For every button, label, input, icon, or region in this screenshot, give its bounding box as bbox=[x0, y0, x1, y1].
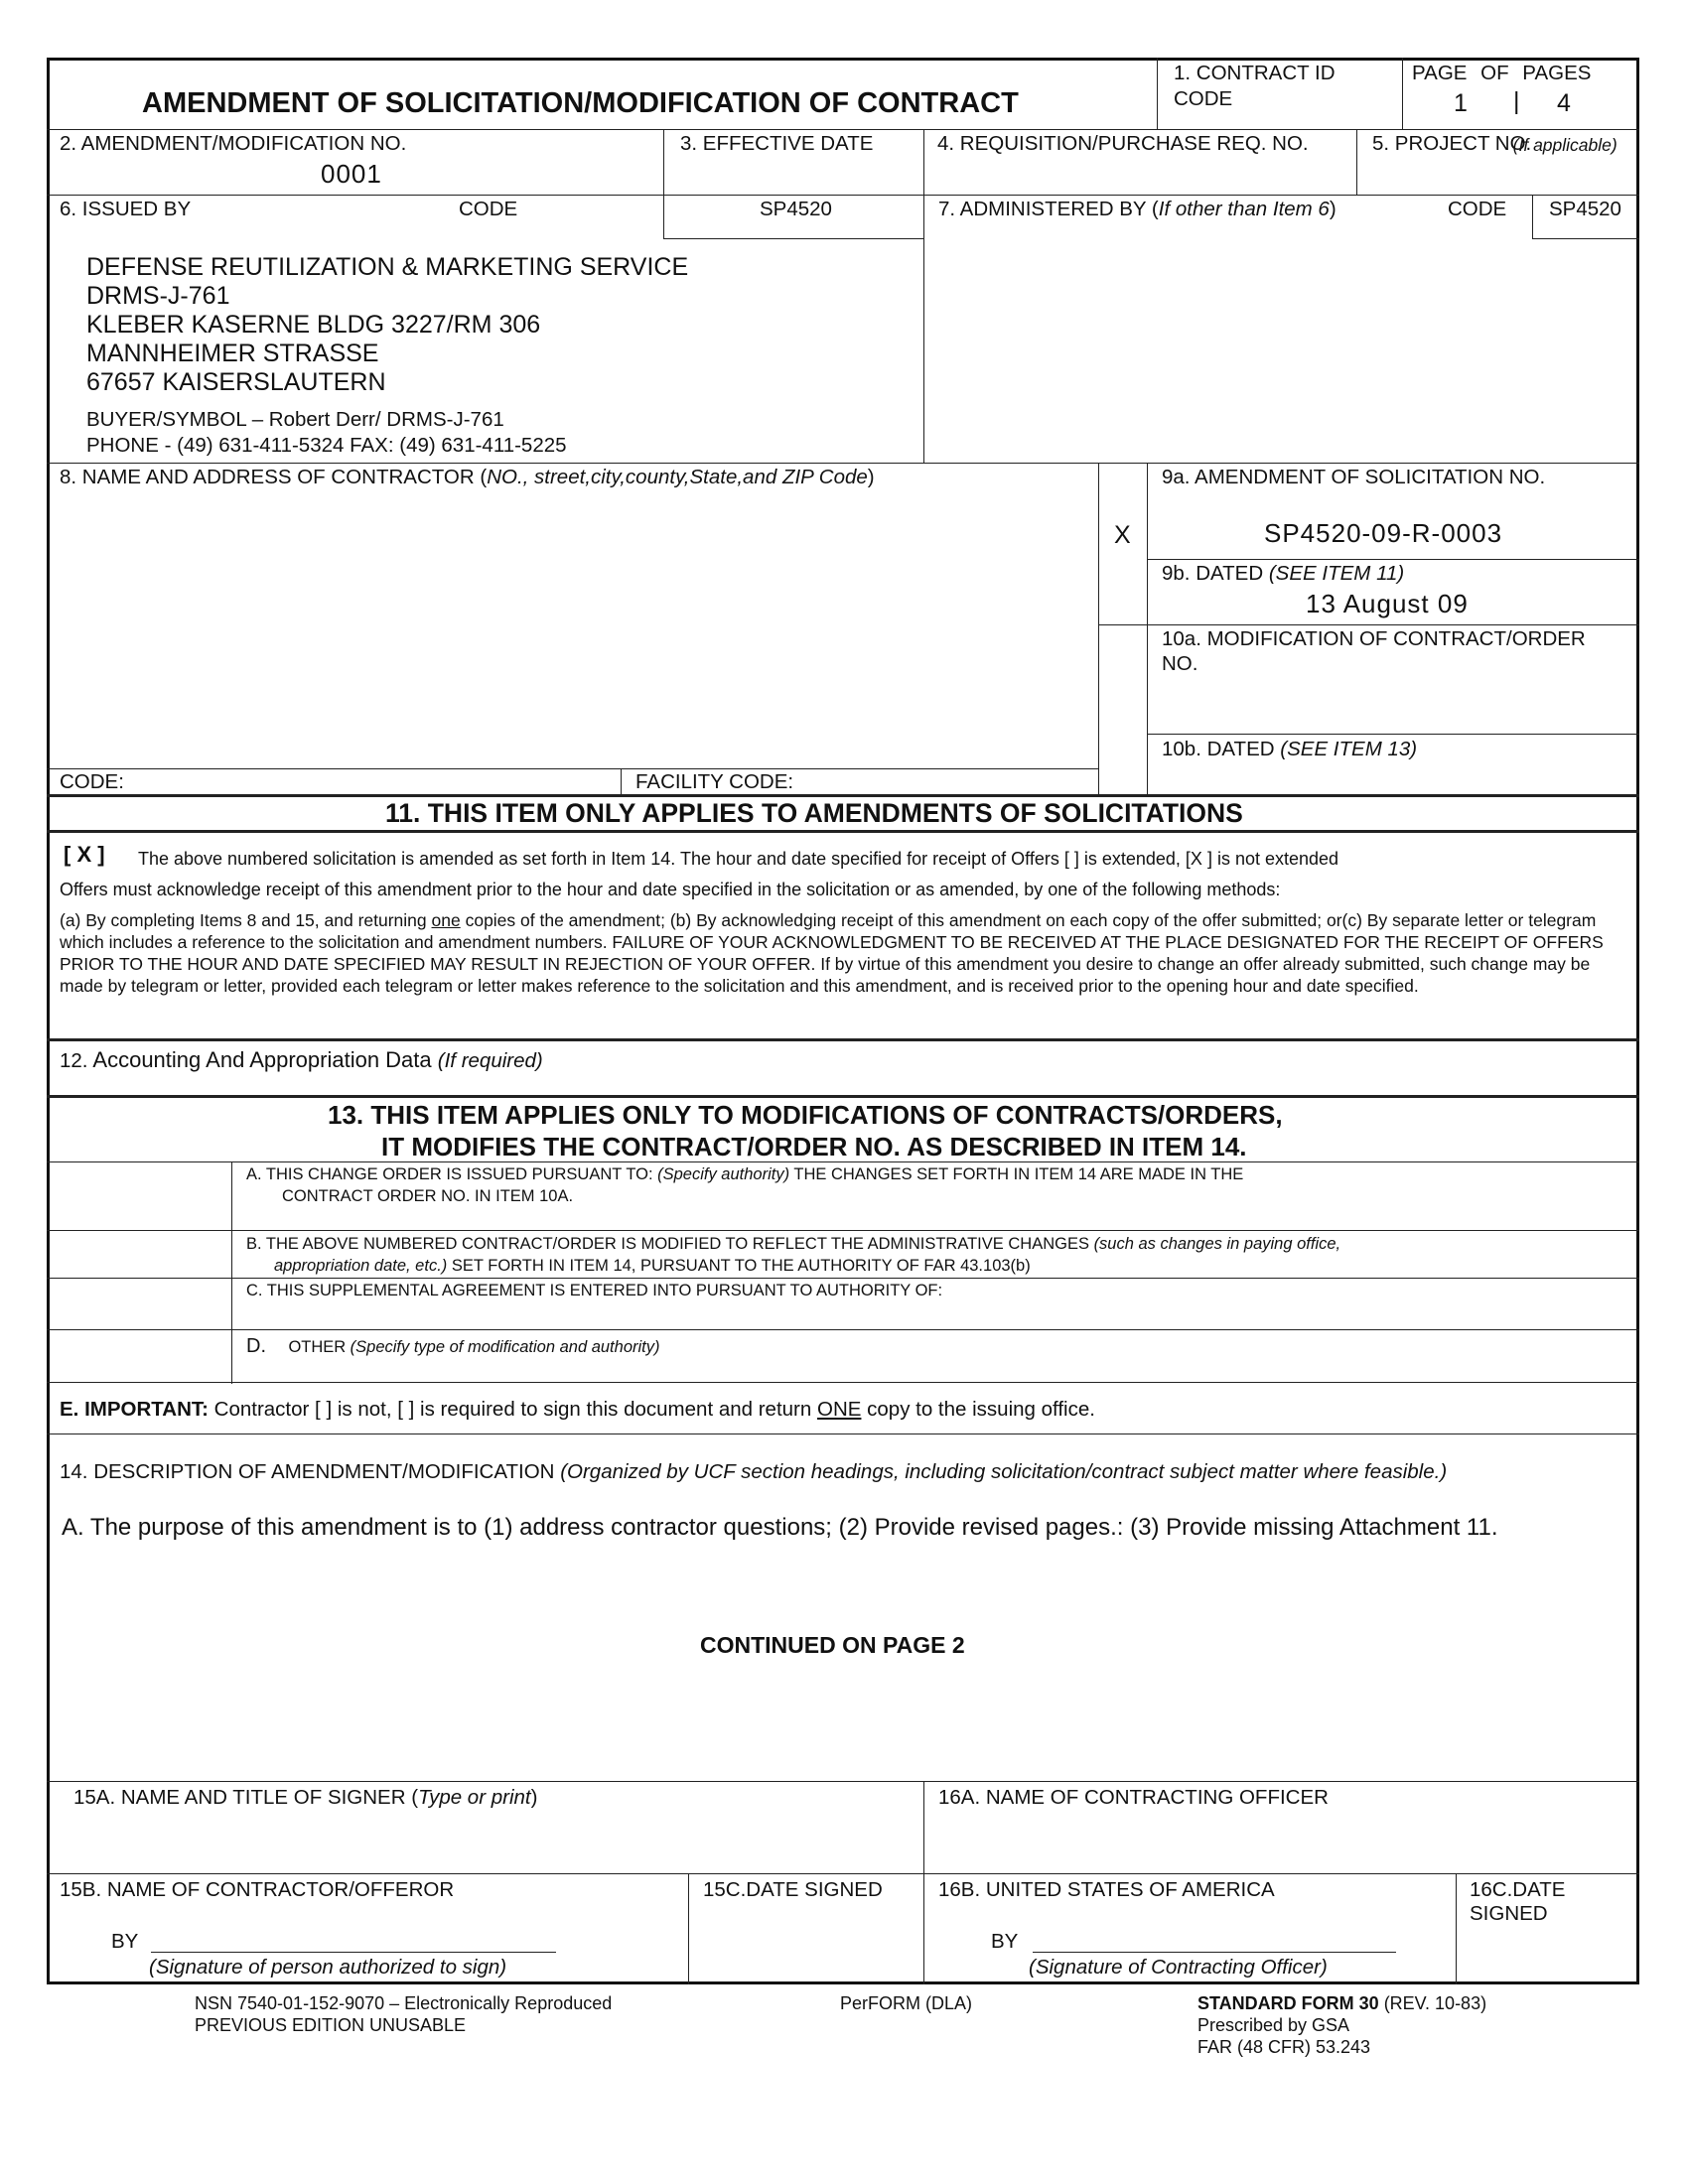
solicitation-dated-italic: (SEE ITEM 11) bbox=[1268, 562, 1405, 585]
modification-no-label: 10a. MODIFICATION OF CONTRACT/ORDER bbox=[1162, 627, 1586, 650]
item13-a-end: THE CHANGES SET FORTH IN ITEM 14 ARE MADE IN THE bbox=[793, 1165, 1244, 1183]
buyer-symbol: BUYER/SYMBOL – Robert Derr/ DRMS-J-761 bbox=[86, 408, 504, 431]
signer-name-label bbox=[73, 1786, 537, 1810]
rule bbox=[47, 830, 1639, 833]
administered-by-end: ) bbox=[1329, 198, 1336, 220]
modification-dated-label bbox=[1162, 738, 1417, 761]
amendment-no-label: 2. AMENDMENT/MODIFICATION NO. bbox=[60, 132, 407, 155]
important-text-end: copy to the issuing office. bbox=[867, 1398, 1095, 1421]
rule bbox=[1147, 463, 1148, 794]
rule bbox=[47, 463, 1639, 464]
officer-by-label: BY bbox=[991, 1930, 1019, 1953]
page-separator: | bbox=[1513, 87, 1520, 115]
continued-note: CONTINUED ON PAGE 2 bbox=[700, 1632, 965, 1658]
rule bbox=[663, 129, 664, 238]
item13-a-line2: CONTRACT ORDER NO. IN ITEM 10A. bbox=[282, 1187, 574, 1205]
rule bbox=[47, 195, 1639, 196]
officer-signature-line[interactable] bbox=[1033, 1952, 1396, 1953]
issued-code-label: CODE bbox=[459, 198, 518, 220]
page-of-pages-label: PAGE OF PAGES bbox=[1412, 62, 1592, 84]
issued-by-label: 6. ISSUED BY bbox=[60, 198, 192, 220]
modification-no-label-2: NO. bbox=[1162, 652, 1198, 675]
item13-a-line1 bbox=[246, 1165, 1243, 1184]
footer-sf-number: STANDARD FORM 30 bbox=[1197, 1993, 1379, 2013]
amendment-check-mark: X bbox=[1114, 521, 1131, 549]
description-label bbox=[60, 1460, 1447, 1484]
accounting-num: 12. bbox=[60, 1049, 88, 1072]
usa-label: 16B. UNITED STATES OF AMERICA bbox=[938, 1878, 1275, 1901]
solicitation-dated-label bbox=[1162, 562, 1404, 586]
item13-d-italic: (Specify type of modification and authority) bbox=[350, 1338, 660, 1356]
issuer-address-line: KLEBER KASERNE BLDG 3227/RM 306 bbox=[86, 311, 541, 339]
important-line bbox=[60, 1398, 1095, 1422]
contract-id-code-label: CODE bbox=[1174, 87, 1233, 110]
solicitation-no-value: SP4520-09-R-0003 bbox=[1264, 518, 1503, 548]
solicitation-dated-text: 9b. DATED bbox=[1162, 562, 1264, 585]
item13-a-italic: (Specify authority) bbox=[657, 1165, 790, 1183]
rule bbox=[47, 768, 1099, 769]
footer-nsn: NSN 7540-01-152-9070 – Electronically Reproduced bbox=[195, 1993, 613, 2013]
issuer-address-line: DEFENSE REUTILIZATION & MARKETING SERVICE bbox=[86, 253, 689, 281]
administered-by-text: 7. ADMINISTERED BY ( bbox=[938, 198, 1159, 220]
rule bbox=[621, 768, 622, 794]
footer-standard-form bbox=[1197, 1993, 1486, 2014]
rule bbox=[1456, 1873, 1457, 1984]
footer-gsa: Prescribed by GSA bbox=[1197, 2015, 1350, 2035]
signer-name-end: ) bbox=[530, 1786, 538, 1809]
item11-heading: 11. THIS ITEM ONLY APPLIES TO AMENDMENTS OF SOLICITATIONS bbox=[385, 798, 1243, 828]
item13-b-text: B. THE ABOVE NUMBERED CONTRACT/ORDER IS MODIFIED TO REFLECT THE ADMINISTRATIVE CHANGES bbox=[246, 1235, 1089, 1253]
footer-perform: PerFORM (DLA) bbox=[840, 1993, 973, 2013]
contractor-by-label: BY bbox=[111, 1930, 139, 1953]
rule bbox=[47, 1382, 1639, 1383]
contractor-label bbox=[60, 466, 875, 489]
item11-paragraph bbox=[60, 909, 1632, 997]
rule bbox=[231, 1161, 232, 1384]
rule bbox=[923, 1781, 924, 1984]
item13-heading-1: 13. THIS ITEM APPLIES ONLY TO MODIFICATIONS OF CONTRACTS/ORDERS, bbox=[328, 1100, 1283, 1130]
rule bbox=[47, 794, 1639, 797]
administered-by-italic: If other than Item 6 bbox=[1158, 198, 1330, 220]
project-applicable-note: (If applicable) bbox=[1512, 135, 1618, 155]
amendment-no-value: 0001 bbox=[321, 159, 382, 189]
administered-code-label: CODE bbox=[1448, 198, 1507, 220]
facility-code-label: FACILITY CODE: bbox=[635, 770, 794, 793]
rule bbox=[47, 1095, 1639, 1098]
important-text: Contractor [ ] is not, [ ] is required to sign this document and return bbox=[213, 1398, 812, 1421]
contractor-signature-line[interactable] bbox=[151, 1952, 556, 1953]
rule bbox=[1532, 238, 1639, 239]
rule bbox=[47, 1038, 1639, 1041]
accounting-label bbox=[60, 1047, 543, 1073]
administered-code-value: SP4520 bbox=[1549, 198, 1621, 220]
description-label-italic: (Organized by UCF section headings, including solicitation/contract subject matter where feasible.) bbox=[560, 1460, 1448, 1483]
rule bbox=[47, 1781, 1639, 1782]
officer-date-signed-label: 16C.DATE bbox=[1470, 1878, 1566, 1901]
modification-dated-italic: (SEE ITEM 13) bbox=[1280, 738, 1418, 760]
rule bbox=[1098, 463, 1099, 794]
item11-para-one: one bbox=[431, 910, 461, 930]
modification-dated-text: 10b. DATED bbox=[1162, 738, 1275, 760]
rule bbox=[663, 238, 923, 239]
item13-d-letter: D. bbox=[246, 1335, 266, 1357]
contractor-label-text: 8. NAME AND ADDRESS OF CONTRACTOR ( bbox=[60, 466, 488, 488]
project-no-italic bbox=[1372, 132, 1632, 158]
project-no-text: 5. PROJECT NO. bbox=[1372, 132, 1532, 155]
officer-date-signed-label-2: SIGNED bbox=[1470, 1902, 1548, 1925]
solicitation-dated-value: 13 August 09 bbox=[1306, 589, 1469, 618]
issued-code-value: SP4520 bbox=[760, 198, 832, 220]
page-total: 4 bbox=[1557, 89, 1571, 117]
rule bbox=[1157, 58, 1158, 129]
item13-b-line1 bbox=[246, 1235, 1340, 1254]
item13-b2-italic: appropriation date, etc.) bbox=[274, 1257, 448, 1275]
rule bbox=[1356, 129, 1357, 195]
footer-sf-rev: (REV. 10-83) bbox=[1383, 1993, 1487, 2013]
rule bbox=[47, 129, 1639, 130]
item13-b-italic: (such as changes in paying office, bbox=[1093, 1235, 1341, 1253]
issuer-address-line: 67657 KAISERSLAUTERN bbox=[86, 368, 386, 396]
item13-a-text: A. THIS CHANGE ORDER IS ISSUED PURSUANT TO: bbox=[246, 1165, 653, 1183]
contractor-label-italic: NO., street,city,county,State,and ZIP Code bbox=[487, 466, 868, 488]
rule bbox=[1098, 624, 1639, 625]
rule bbox=[1147, 734, 1639, 735]
accounting-italic: (If required) bbox=[437, 1049, 543, 1072]
rule bbox=[47, 1329, 1639, 1330]
item13-b2-text: SET FORTH IN ITEM 14, PURSUANT TO THE AUTHORITY OF FAR 43.103(b) bbox=[451, 1257, 1031, 1275]
rule bbox=[47, 1278, 1639, 1279]
description-label-text: 14. DESCRIPTION OF AMENDMENT/MODIFICATION bbox=[60, 1460, 555, 1483]
accounting-text: Accounting And Appropriation Data bbox=[92, 1047, 432, 1072]
item13-heading-2: IT MODIFIES THE CONTRACT/ORDER NO. AS DESCRIBED IN ITEM 14. bbox=[381, 1132, 1247, 1161]
description-text: A. The purpose of this amendment is to (1) address contractor questions; (2) Provide revised pages.: (3) Provide missing Attachment 11. bbox=[62, 1514, 1498, 1541]
rule bbox=[1532, 195, 1533, 238]
signer-name-italic: Type or print bbox=[418, 1786, 531, 1809]
item11-checkbox: [ X ] bbox=[64, 842, 105, 867]
requisition-label: 4. REQUISITION/PURCHASE REQ. NO. bbox=[937, 132, 1309, 155]
footer-far: FAR (48 CFR) 53.243 bbox=[1197, 2037, 1371, 2057]
rule bbox=[688, 1873, 689, 1984]
contractor-date-signed-label: 15C.DATE SIGNED bbox=[703, 1878, 883, 1901]
item13-b-line2 bbox=[274, 1257, 1031, 1276]
issuer-address-line: DRMS-J-761 bbox=[86, 282, 230, 310]
item13-c: C. THIS SUPPLEMENTAL AGREEMENT IS ENTERED INTO PURSUANT TO AUTHORITY OF: bbox=[246, 1282, 943, 1299]
item11-line2: Offers must acknowledge receipt of this amendment prior to the hour and date specified in the solicitation or as amended, by one of the following methods: bbox=[60, 880, 1281, 899]
footer-previous-edition: PREVIOUS EDITION UNUSABLE bbox=[195, 2015, 467, 2035]
issuer-address-line: MANNHEIMER STRASSE bbox=[86, 340, 379, 367]
officer-signature-caption: (Signature of Contracting Officer) bbox=[1029, 1956, 1328, 1979]
important-one: ONE bbox=[817, 1398, 862, 1421]
signer-name-text: 15A. NAME AND TITLE OF SIGNER ( bbox=[73, 1786, 419, 1809]
rule bbox=[1402, 58, 1403, 129]
item13-d-text: OTHER bbox=[288, 1338, 347, 1356]
important-label: E. IMPORTANT: bbox=[60, 1398, 209, 1421]
item13-d bbox=[246, 1335, 659, 1358]
administered-by-label bbox=[938, 198, 1336, 221]
item11-line1: The above numbered solicitation is amended as set forth in Item 14. The hour and date specified for receipt of Offers [ ] is extended, [X ] is not extended bbox=[138, 849, 1339, 869]
rule bbox=[47, 1433, 1639, 1434]
rule bbox=[47, 1230, 1639, 1231]
contractor-offeror-label: 15B. NAME OF CONTRACTOR/OFFEROR bbox=[60, 1878, 455, 1901]
page-current: 1 bbox=[1454, 89, 1468, 117]
item11-para-a: (a) By completing Items 8 and 15, and returning bbox=[60, 910, 432, 930]
effective-date-label: 3. EFFECTIVE DATE bbox=[680, 132, 874, 155]
item11-para-b: copies of the amendment; (b) By acknowledging receipt of this amendment on each copy of the offer submitted; or(c) By separate letter or telegram which includes a reference to the solicitation and amendment numbers. FAILURE OF YOUR ACKNOWLEDGMENT TO BE RECEIVED AT THE PLACE DESIGNATED FOR THE RECEIPT OF OFFERS PRIOR TO THE HOUR AND DATE SPECIFIED MAY RESULT IN REJECTION OF YOUR OFFER. If by virtue of this amendment you desire to change an offer already submitted, such change may be made by telegram or letter, provided each telegram or letter makes reference to the solicitation and this amendment, and is received prior to the opening hour and date specified. bbox=[60, 910, 1604, 996]
contractor-label-end: ) bbox=[867, 466, 875, 488]
solicitation-no-label: 9a. AMENDMENT OF SOLICITATION NO. bbox=[1162, 466, 1546, 488]
rule bbox=[923, 129, 924, 463]
contractor-signature-caption: (Signature of person authorized to sign) bbox=[149, 1956, 507, 1979]
rule bbox=[1147, 559, 1639, 560]
issuer-phone-fax: PHONE - (49) 631-411-5324 FAX: (49) 631-411-5225 bbox=[86, 434, 567, 457]
form-title: AMENDMENT OF SOLICITATION/MODIFICATION OF CONTRACT bbox=[142, 87, 1019, 119]
contractor-code-label: CODE: bbox=[60, 770, 124, 793]
contracting-officer-label: 16A. NAME OF CONTRACTING OFFICER bbox=[938, 1786, 1329, 1809]
contract-id-label: 1. CONTRACT ID bbox=[1174, 62, 1336, 84]
rule bbox=[47, 1873, 1639, 1874]
